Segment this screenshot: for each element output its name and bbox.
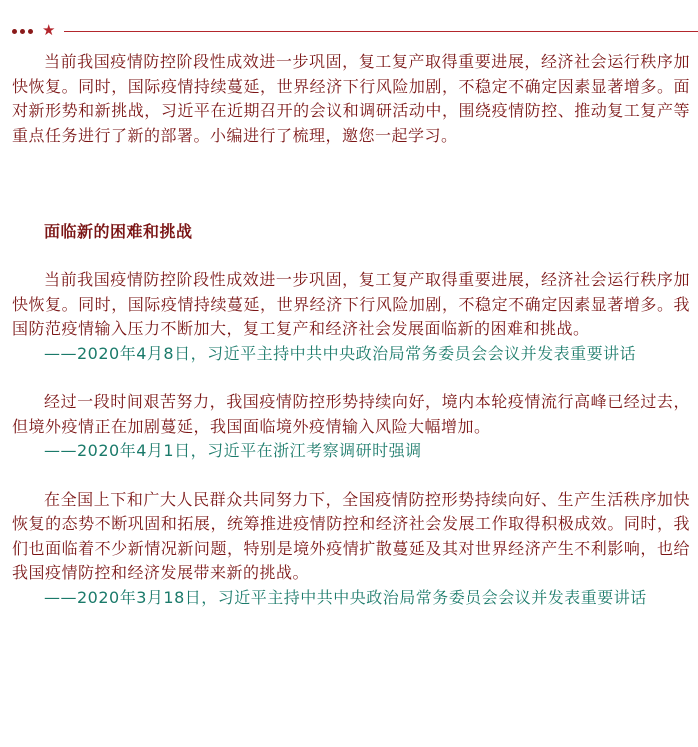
- dot-icon: [28, 29, 33, 34]
- divider-line: [64, 31, 698, 32]
- article-content: [12, 50, 690, 610]
- section-heading: 面临新的困难和挑战: [44, 222, 193, 241]
- quote-source: ——2020年4月8日，习近平主持中共中央政治局常务委员会会议并发表重要讲话: [44, 343, 637, 363]
- quote-source: ——2020年3月18日，习近平主持中共中央政治局常务委员会会议并发表重要讲话: [44, 587, 647, 607]
- quote-paragraph: 在全国上下和广大人民群众共同努力下，全国疫情防控形势持续向好、生产生活秩序加快恢复的态势不断巩固和拓展，统筹推进疫情防控和经济社会发展工作取得积极成效。同时，我们也面临着不少新情况新问题，特别是境外疫情扩散蔓延及其对世界经济产生不利影响，也给我国疫情防控和经济发展带来新的挑战。: [12, 489, 690, 582]
- header-divider: [12, 21, 698, 40]
- quote-paragraph: 经过一段时间艰苦努力，我国疫情防控形势持续向好，境内本轮疫情流行高峰已经过去，但境外疫情正在加剧蔓延，我国面临境外疫情输入风险大幅增加。: [12, 392, 690, 436]
- quote-source: ——2020年4月1日，习近平在浙江考察调研时强调: [44, 441, 422, 460]
- star-icon: ★: [42, 21, 56, 39]
- quote-paragraph: 当前我国疫情防控阶段性成效进一步巩固，复工复产取得重要进展，经济社会运行秩序加快恢复。同时，国际疫情持续蔓延，世界经济下行风险加剧，不稳定不确定因素显著增多。我国防范疫情输入压力不断加大，复工复产和经济社会发展面临新的困难和挑战。: [12, 270, 690, 338]
- intro-paragraph: 当前我国疫情防控阶段性成效进一步巩固，复工复产取得重要进展，经济社会运行秩序加快恢复。同时，国际疫情持续蔓延，世界经济下行风险加剧，不稳定不确定因素显著增多。面对新形势和新挑战，习近平在近期召开的会议和调研活动中，围绕疫情防控、推动复工复产等重点任务进行了新的部署。小编进行了梳理，邀您一起学习。: [12, 52, 690, 145]
- dot-icon: [12, 29, 17, 34]
- dot-icon: [20, 29, 25, 34]
- decorative-dots: [12, 28, 33, 36]
